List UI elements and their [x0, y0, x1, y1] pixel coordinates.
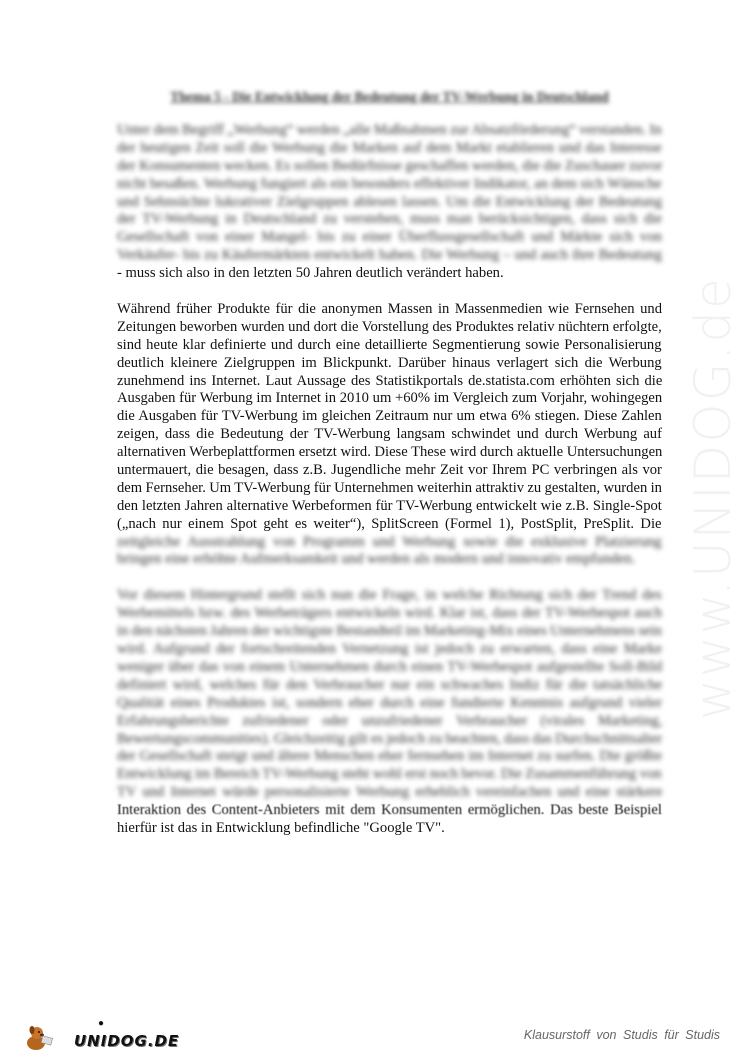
- blurred-line: der Gesellschaft steigt und ältere Menschen eher fernsehen im Internet zu surfen. Die größte: [117, 748, 662, 765]
- text-line: Zeitungen beworben wurden und dort die Vorstellung des Produktes relativ nüchtern erfolgte,: [117, 318, 662, 335]
- blurred-line: wird. Aufgrund der fortschreitenden Vernetzung ist jedoch zu erwarten, dass eine Marke: [117, 641, 662, 658]
- blurred-line: definiert wird, welches für den Verbraucher nur ein schwaches Indiz für die tatsächliche: [117, 676, 663, 693]
- dog-mascot-icon: [24, 1025, 54, 1051]
- text-line: Während früher Produkte für die anonymen Massen in Massenmedien wie Fernsehen und: [117, 301, 663, 318]
- blurred-line: zeitgleiche Ausstrahlung von Programm und Werbung sowie die exklusive Platzierung: [117, 533, 662, 550]
- text-line: Ausgaben für Werbung im Internet in 2010 um +60% im Vergleich zum Vorjahr, wohingegen: [117, 390, 663, 407]
- blurred-line: Werbemittels bzw. des Werbeträgers entwickeln wird. Klar ist, dass der TV-Werbespot auch: [117, 605, 663, 622]
- paragraph-3: [117, 587, 662, 837]
- document-title: Thema 5 - Die Entwicklung der Bedeutung der TV-Werbung in Deutschland: [170, 89, 609, 104]
- text-line: sind heute klar definierte und durch eine detaillierte Segmentierung sowie Personalisierung: [117, 336, 662, 353]
- blurred-line: Gesellschaft von einer Mangel- bis zu einer Überflussgesellschaft und Märkte sich von: [117, 229, 662, 246]
- text-line: alternativen Werbeplattformen ersetzt wird. Diese These wird durch aktuelle Untersuchungen: [117, 444, 663, 461]
- text-line: hierfür ist das in Entwicklung befindliche "Google TV".: [117, 819, 445, 836]
- blurred-line: in den nächsten Jahren der wichtigste Bestandteil im Marketing-Mix eines Unternehmens sein: [117, 623, 662, 640]
- text-line: („nach nur einem Spot geht es weiter“), SplitScreen (Formel 1), PostSplit, PreSplit. Die: [117, 515, 662, 532]
- text-line: - muss sich also in den letzten 50 Jahren deutlich verändert haben.: [117, 265, 504, 282]
- footer-tagline: Klausurstoff von Studis für Studis: [523, 1028, 720, 1042]
- blurred-line: der heutigen Zeit soll die Werbung die Marken auf dem Markt etablieren und das Interesse: [117, 139, 662, 156]
- watermark: www.UNIDOG.de: [684, 276, 742, 720]
- text-line: zunehmend ins Internet. Laut Aussage des Statistikportals de.statista.com erhöhten sich die: [117, 372, 663, 389]
- text-line: deutlich kleinere Zielgruppen im Blickpunkt. Darüber hinaus verlagert sich die Werbung: [117, 354, 662, 371]
- blurred-line: Unter dem Begriff „Werbung“ werden „alle Maßnahmen zur Absatzförderung“ verstanden. In: [117, 122, 662, 138]
- blurred-line: Verkäufer- bis zu Käufermärkten entwickelt haben. Die Werbung – und auch ihre Bedeutung: [117, 247, 662, 264]
- blurred-line: Bewertungscommunities). Gleichzeitig gilt es jedoch zu beachten, dass das Durchschnittsalter: [117, 730, 663, 747]
- text-line: dem Fernseher. Um TV-Werbung für Unternehmen weiterhin attraktiv zu gestalten, wurden in: [117, 479, 662, 496]
- blurred-line: Erfahrungsberichte zufriedener oder unzufriedener Verbraucher (virales Marketing,: [117, 712, 663, 729]
- paragraph-1: [117, 122, 662, 283]
- logo-text: UNIDOG.DE: [74, 1032, 180, 1050]
- blurred-line: und Sehnsüchte lukrativer Zielgruppen ablesen lassen. Um die Entwicklung der Bedeutung: [117, 193, 663, 210]
- text-line: Interaktion des Content-Anbieters mit dem Konsumenten ermöglichen. Das beste Beispiel: [117, 802, 662, 819]
- blurred-line: der TV-Werbung in Deutschland zu verstehen, muss man berücksichtigen, dass sich die: [117, 211, 662, 228]
- blurred-line: Entwicklung im Bereich TV-Werbung steht wohl erst noch bevor. Die Zusammenführung von: [117, 766, 662, 783]
- text-line: den letzten Jahren alternative Werbeformen für TV-Werbung entwickelt wie z.B. Single-Spot: [117, 497, 662, 514]
- blurred-line: der Konsumenten wecken. Es sollen Bedürfnisse geschaffen werden, die die Zuschauer zuvor: [117, 157, 663, 174]
- paragraph-2: [117, 301, 662, 569]
- text-line: zeigen, dass die Bedeutung der TV-Werbung langsam schwindet und durch Werbung auf: [117, 426, 662, 443]
- document-page: [117, 88, 662, 838]
- blurred-line: nicht besaßen. Werbung fungiert als ein besonders effektiver Indikator, an dem sich Wünsche: [117, 175, 662, 192]
- paw-icon: ●: [98, 1018, 105, 1029]
- blurred-line: TV und Internet würde personalisierte Werbung erheblich vereinfachen und eine stärkere: [117, 784, 663, 801]
- text-line: die Ausgaben für TV-Werbung im gleichen Zeitraum nur um etwa 6% stiegen. Diese Zahlen: [117, 408, 662, 425]
- blurred-line: Vor diesem Hintergrund stellt sich nun die Frage, in welche Richtung sich der Trend des: [117, 587, 662, 604]
- unidog-logo[interactable]: [18, 1015, 180, 1055]
- blurred-line: Qualität eines Produktes ist, sondern eher durch eine fundierte Kenntnis aufgrund vieler: [117, 694, 663, 711]
- blurred-line: weniger über das von einem Unternehmen durch einen TV-Werbespot aufgestellte Soll-Bild: [117, 658, 663, 675]
- text-line: untermauert, die besagen, dass z.B. Jugendliche mehr Zeit vor Ihrem PC verbringen als vor: [117, 462, 662, 479]
- blurred-line: bringen eine erhöhte Aufmerksamkeit und werden als modern und innovativ empfunden.: [117, 551, 636, 568]
